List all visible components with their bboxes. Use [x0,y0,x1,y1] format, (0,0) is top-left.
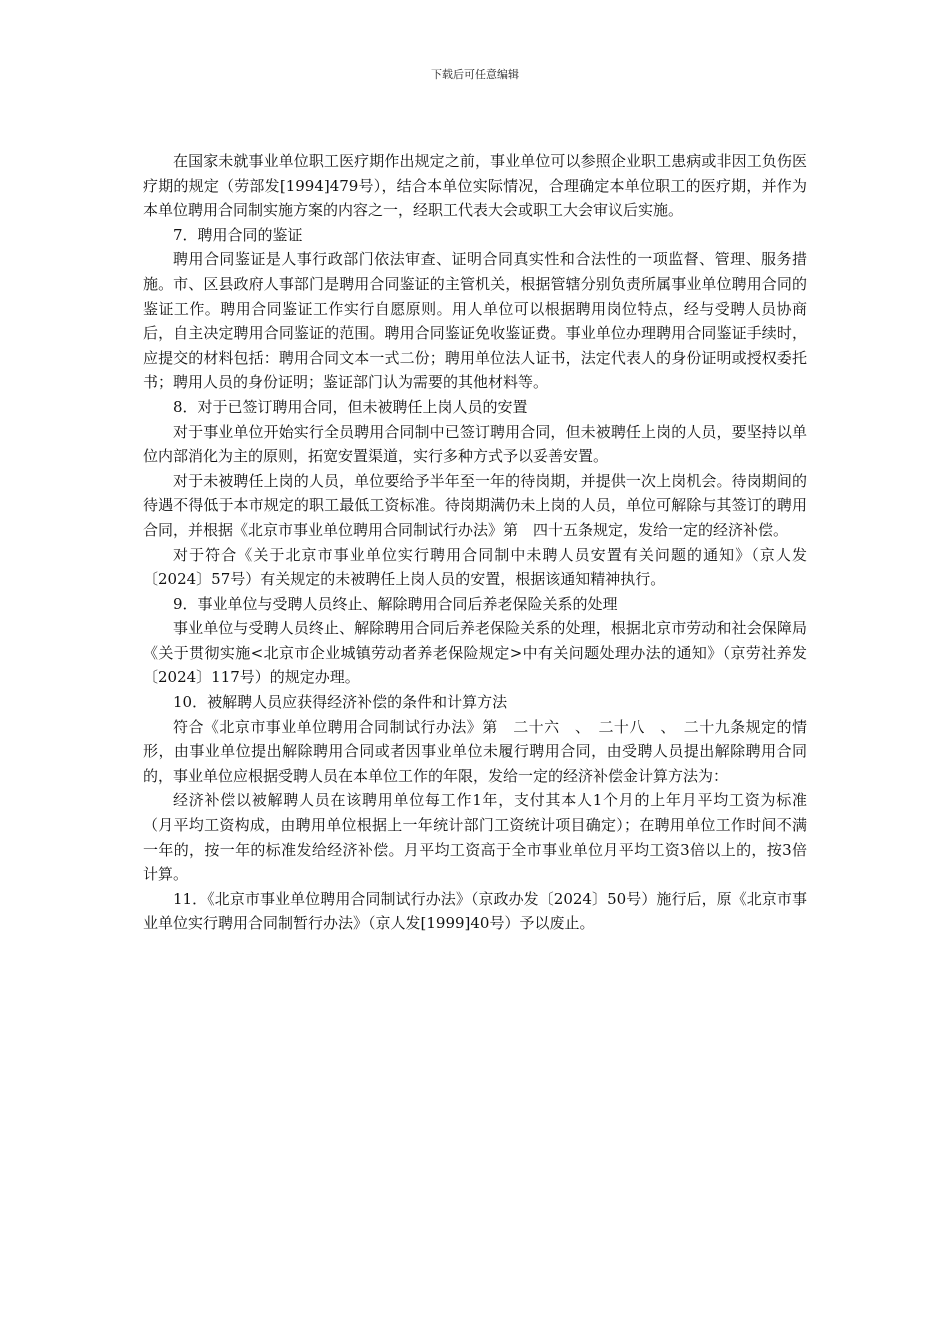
page-header: 下载后可任意编辑 [431,68,519,81]
heading-8-unemployed-placement: 8．对于已签订聘用合同，但未被聘任上岗人员的安置 [173,397,528,416]
paragraph-pension-handling: 事业单位与受聘人员终止、解除聘用合同后养老保险关系的处理，根据北京市劳动和社会保障局《关于贯彻实施<北京市企业城镇劳动者养老保险规定>中有关问题处理办法的通知》（京劳社养发〔2024〕117号）的规定办理。 [143,619,807,687]
paragraph-medical-period: 在国家未就事业单位职工医疗期作出规定之前，事业单位可以参照企业职工患病或非因工负伤医疗期的规定（劳部发[1994]479号），结合本单位实际情况，合理确定本单位职工的医疗期，并作为本单位聘用合同制实施方案的内容之一，经职工代表大会或职工大会审议后实施。 [143,152,807,220]
paragraph-placement-principle: 对于事业单位开始实行全员聘用合同制中已签订聘用合同，但未被聘任上岗的人员，要坚持以单位内部消化为主的原则，拓宽安置渠道，实行多种方式予以妥善安置。 [143,422,807,466]
paragraph-contract-verification: 聘用合同鉴证是人事行政部门依法审查、证明合同真实性和合法性的一项监督、管理、服务措施。市、区县政府人事部门是聘用合同鉴证的主管机关，根据管辖分别负责所属事业单位聘用合同的鉴证工作。聘用合同鉴证工作实行自愿原则。用人单位可以根据聘用岗位特点，经与受聘人员协商后，自主决定聘用合同鉴证的范围。聘用合同鉴证免收鉴证费。事业单位办理聘用合同鉴证手续时，应提交的材料包括：聘用合同文本一式二份；聘用单位法人证书，法定代表人的身份证明或授权委托书；聘用人员的身份证明；鉴证部门认为需要的其他材料等。 [143,250,807,392]
document-body [143,149,807,936]
paragraph-compensation-conditions: 符合《北京市事业单位聘用合同制试行办法》第 二十六 、 二十八 、 二十九条规定的情形，由事业单位提出解除聘用合同或者因事业单位未履行聘用合同，由受聘人员提出解除聘用合同的，事业单位应根据受聘人员在本单位工作的年限，发给一定的经济补偿金计算方法为： [143,717,807,785]
heading-9-pension-handling: 9．事业单位与受聘人员终止、解除聘用合同后养老保险关系的处理 [173,594,618,613]
heading-10-compensation: 10．被解聘人员应获得经济补偿的条件和计算方法 [173,693,508,712]
paragraph-11-repeal: 11．《北京市事业单位聘用合同制试行办法》（京政办发〔2024〕50号）施行后，原《北京市事业单位实行聘用合同制暂行办法》（京人发[1999]40号）予以废止。 [143,889,807,933]
paragraph-placement-notice: 对于符合《关于北京市事业单位实行聘用合同制中未聘人员安置有关问题的通知》（京人发〔2024〕57号）有关规定的未被聘任上岗人员的安置，根据该通知精神执行。 [143,545,807,589]
heading-7-contract-verification: 7．聘用合同的鉴证 [173,225,303,244]
paragraph-compensation-calculation: 经济补偿以被解聘人员在该聘用单位每工作1年，支付其本人1个月的上年月平均工资为标准（月平均工资构成，由聘用单位根据上一年统计部门工资统计项目确定）；在聘用单位工作时间不满一年的，按一年的标准发给经济补偿。月平均工资高于全市事业单位月平均工资3倍以上的，按3倍计算。 [143,791,807,884]
paragraph-waiting-period: 对于未被聘任上岗的人员，单位要给予半年至一年的待岗期，并提供一次上岗机会。待岗期间的待遇不得低于本市规定的职工最低工资标准。待岗期满仍未上岗的人员，单位可解除与其签订的聘用合同，并根据《北京市事业单位聘用合同制试行办法》第 四十五条规定，发给一定的经济补偿。 [143,471,807,539]
